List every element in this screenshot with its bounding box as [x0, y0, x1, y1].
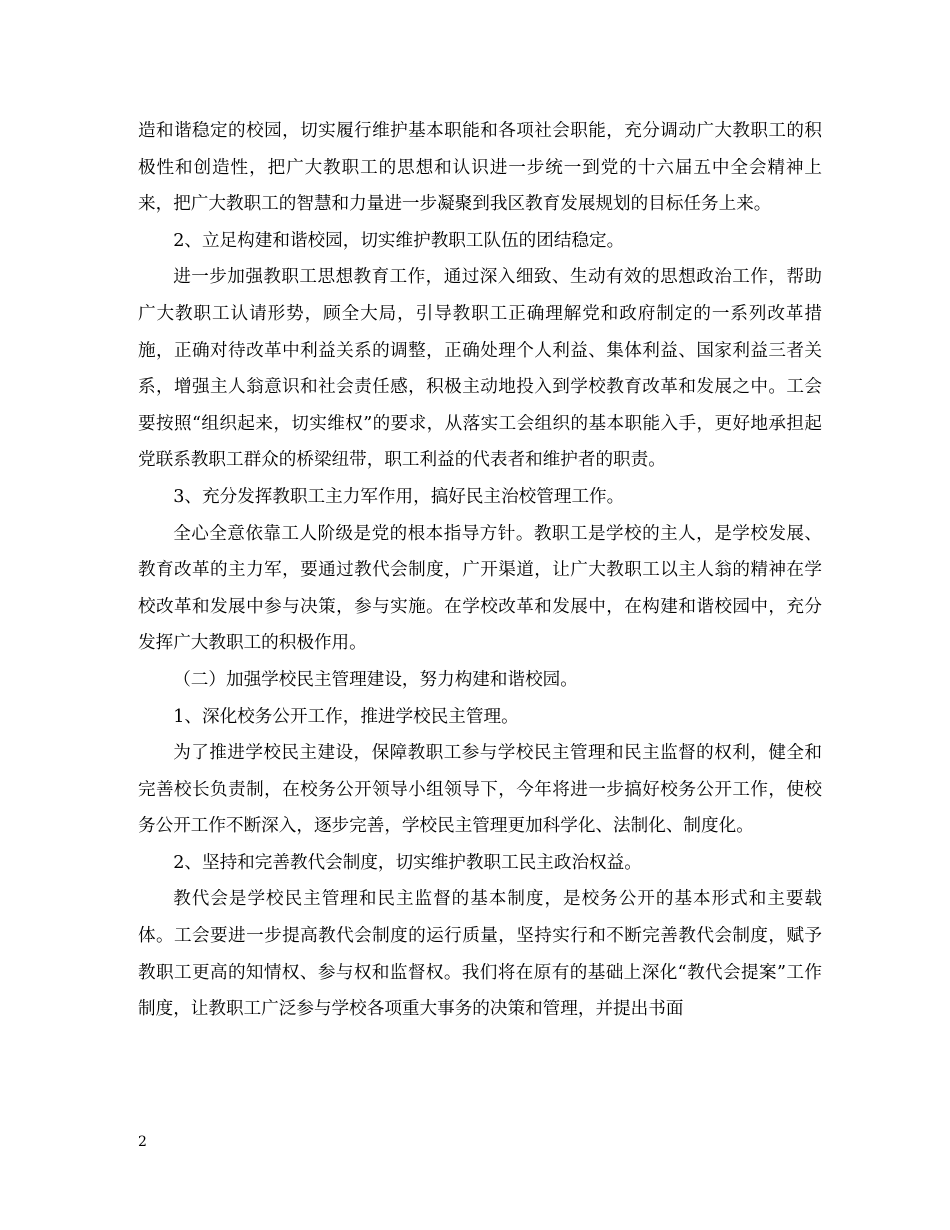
heading-item-2-harmonious-campus: 2、立足构建和谐校园，切实维护教职工队伍的团结稳定。: [173, 230, 625, 251]
document-body: [138, 113, 822, 1028]
paragraph-democratic-construction: 为了推进学校民主建设，保障教职工参与学校民主管理和民主监督的权利，健全和完善校长负责制，在校务公开领导小组领导下，今年将进一步搞好校务公开工作，使校务公开工作不断深入，逐步完善，学校民主管理更加科学化、法制化、制度化。: [138, 743, 822, 837]
heading-item-3-main-force: 3、充分发挥教职工主力军作用，搞好民主治校管理工作。: [173, 486, 625, 507]
heading-section-two: （二）加强学校民主管理建设，努力构建和谐校园。: [173, 669, 578, 690]
paragraph-ideological-education: 进一步加强教职工思想教育工作，通过深入细致、生动有效的思想政治工作，帮助广大教职工认请形势，顾全大局，引导教职工正确理解党和政府制定的一系列改革措施，正确对待改革中利益关系的调整，正确处理个人利益、集体利益、国家利益三者关系，增强主人翁意识和社会责任感，积极主动地投入到学校教育改革和发展之中。工会要按照“组织起来，切实维权”的要求，从落实工会组织的基本职能入手，更好地承担起党联系教职工群众的桥梁纽带，职工利益的代表者和维护者的职责。: [138, 267, 822, 471]
heading-item-2-congress-system: 2、坚持和完善教代会制度，切实维护教职工民主政治权益。: [173, 852, 642, 873]
paragraph-continuation: 造和谐稳定的校园，切实履行维护基本职能和各项社会职能，充分调动广大教职工的积极性和创造性，把广大教职工的思想和认识进一步统一到党的十六届五中全会精神上来，把广大教职工的智慧和力量进一步凝聚到我区教育发展规划的目标任务上来。: [138, 121, 822, 215]
heading-item-1-school-affairs: 1、深化校务公开工作，推进学校民主管理。: [173, 706, 519, 727]
paragraph-rely-on-working-class: 全心全意依靠工人阶级是党的根本指导方针。教职工是学校的主人，是学校发展、教育改革的主力军，要通过教代会制度，广开渠道，让广大教职工以主人翁的精神在学校改革和发展中参与决策，参与实施。在学校改革和发展中，在构建和谐校园中，充分发挥广大教职工的积极作用。: [138, 523, 822, 654]
page-number: 2: [138, 1134, 147, 1150]
paragraph-staff-congress: 教代会是学校民主管理和民主监督的基本制度，是校务公开的基本形式和主要载体。工会要进一步提高教代会制度的运行质量，坚持实行和不断完善教代会制度，赋予教职工更高的知情权、参与权和监督权。我们将在原有的基础上深化“教代会提案”工作制度，让教职工广泛参与学校各项重大事务的决策和管理，并提出书面: [138, 889, 822, 1020]
